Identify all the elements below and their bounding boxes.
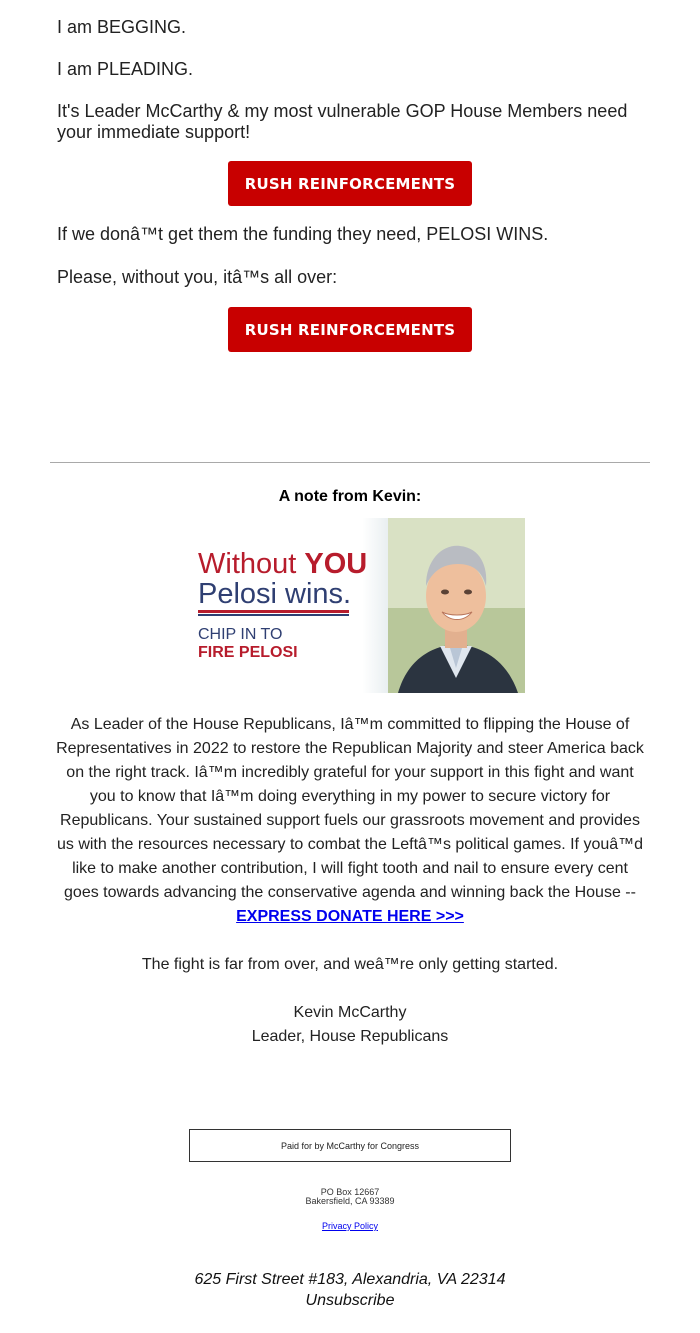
rush-reinforcements-button-secondary[interactable]: RUSH REINFORCEMENTS (228, 307, 472, 352)
kevin-portrait-image (388, 518, 525, 693)
note-body-text: As Leader of the House Republicans, Iâ™m committed to flipping the House of Representatives in 2022 to restore the Republican Majority and steer America back on the right track. Iâ™m incredibly grateful for your support in this fight and want you to know that Iâ™m doing everything in my power to secure victory for Republicans. Your sustained support fuels our grassroots movement and provides us with the resources necessary to combat the Leftâ™s political games. If youâ™d like to make another contribution, I will fight tooth and nail to ensure every cent goes towards advancing the conservative agenda and winning back the House -- (56, 716, 644, 901)
intro-line-support: It's Leader McCarthy & my most vulnerable GOP House Members need your immediate support! (57, 101, 628, 142)
fire-pelosi-banner[interactable] (186, 518, 525, 693)
note-body (55, 713, 645, 929)
intro-line-pleading: I am PLEADING. (57, 59, 194, 79)
privacy-policy-link[interactable]: Privacy Policy (321, 1221, 378, 1231)
po-box-line: PO Box 12667 (320, 1187, 380, 1197)
closing-line: The fight is far from over, and weâ™re only getting started. (141, 956, 559, 973)
paid-for-disclaimer: Paid for by McCarthy for Congress (189, 1129, 511, 1162)
unsubscribe-link[interactable]: Unsubscribe (305, 1292, 395, 1309)
banner-blue-rule (198, 614, 349, 616)
express-donate-link[interactable]: EXPRESS DONATE HERE >>> (236, 908, 464, 925)
city-line: Bakersfield, CA 93389 (305, 1196, 395, 1206)
rush-reinforcements-button-primary[interactable]: RUSH REINFORCEMENTS (228, 161, 472, 206)
intro-line-funding: If we donâ™t get them the funding they need, PELOSI WINS. (57, 224, 549, 244)
intro-line-all-over: Please, without you, itâ™s all over: (57, 267, 338, 287)
mailing-address: 625 First Street #183, Alexandria, VA 22314 (194, 1271, 506, 1288)
banner-line-chip-in: CHIP IN TO (198, 626, 283, 643)
banner-line-without-you (198, 548, 367, 581)
signature-name: Kevin McCarthy (293, 1004, 407, 1021)
section-divider (50, 462, 650, 463)
banner-red-rule (198, 610, 349, 613)
signature-title: Leader, House Republicans (251, 1028, 449, 1045)
note-heading: A note from Kevin: (278, 488, 422, 505)
banner-you-text: YOU (304, 548, 368, 580)
intro-line-begging: I am BEGGING. (57, 17, 187, 37)
banner-line-fire-pelosi: FIRE PELOSI (198, 644, 298, 661)
banner-line-pelosi-wins: Pelosi wins. (198, 578, 352, 610)
privacy-policy-wrapper (0, 1221, 700, 1231)
banner-without-text: Without (198, 548, 305, 580)
